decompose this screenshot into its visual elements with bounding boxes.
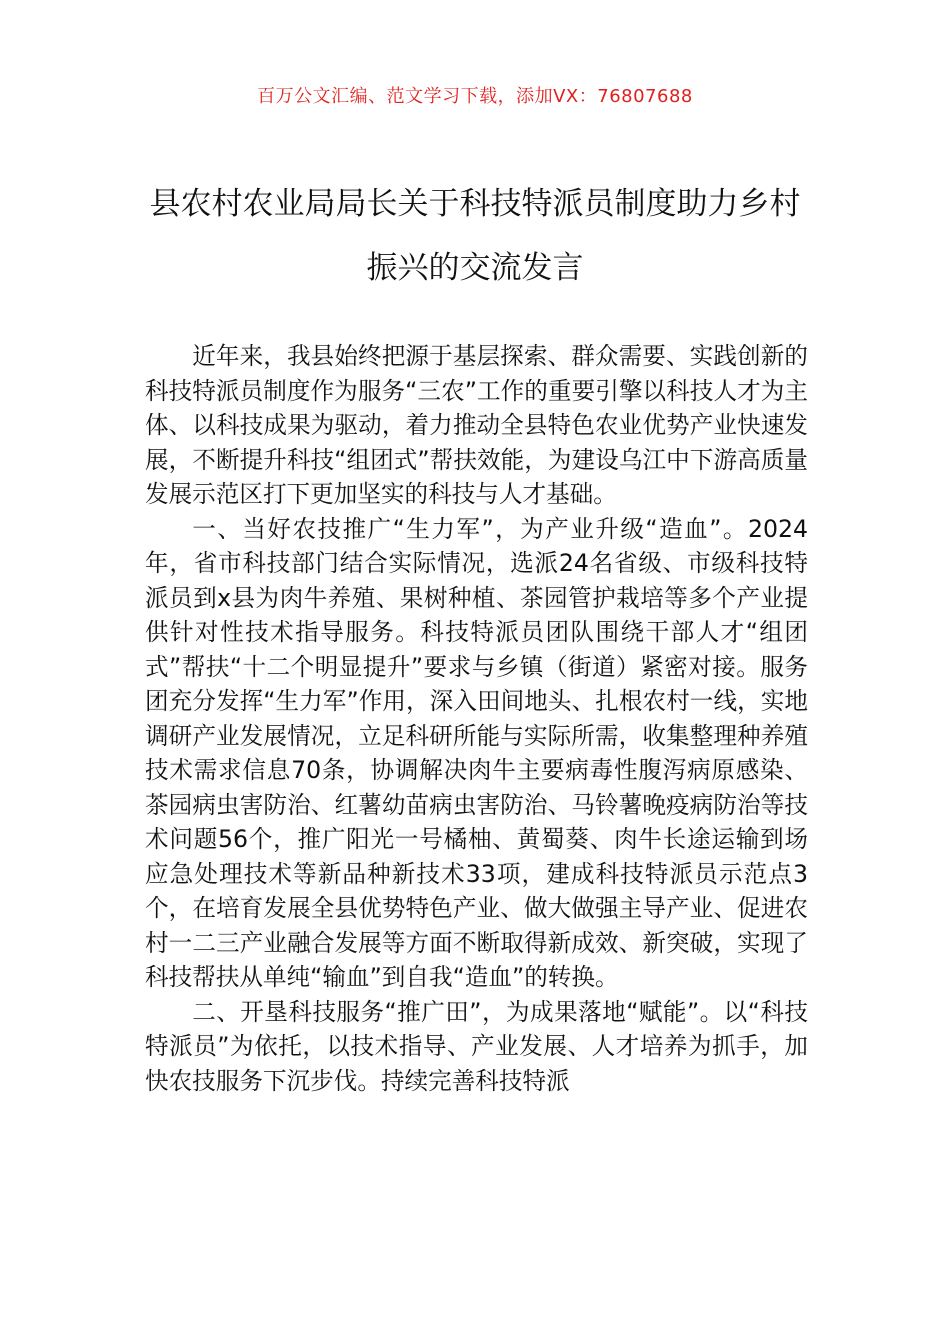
header-watermark-note: 百万公文汇编、范文学习下载，添加VX：76807688 xyxy=(257,86,693,107)
document-body xyxy=(145,339,808,1098)
document-title: 县农村农业局局长关于科技特派员制度助力乡村振兴的交流发言 xyxy=(149,186,801,286)
paragraph-section-two: 二、开垦科技服务“推广田”，为成果落地“赋能”。以“科技特派员”为依托，以技术指导、产业发展、人才培养为抓手，加快农技服务下沉步伐。持续完善科技特派 xyxy=(145,997,808,1095)
paragraph-intro: 近年来，我县始终把源于基层探索、群众需要、实践创新的科技特派员制度作为服务“三农”工作的重要引擎以科技人才为主体、以科技成果为驱动，着力推动全县特色农业优势产业快速发展，不断提升科技“组团式”帮扶效能，为建设乌江中下游高质量发展示范区打下更加坚实的科技与人才基础。 xyxy=(145,342,808,508)
paragraph-section-one: 一、当好农技推广“生力军”，为产业升级“造血”。2024年，省市科技部门结合实际情况，选派24名省级、市级科技特派员到x县为肉牛养殖、果树种植、茶园管护栽培等多个产业提供针对性技术指导服务。科技特派员团队围绕干部人才“组团式”帮扶“十二个明显提升”要求与乡镇（街道）紧密对接。服务团充分发挥“生力军”作用，深入田间地头、扎根农村一线，实地调研产业发展情况，立足科研所能与实际所需，收集整理种养殖技术需求信息70条，协调解决肉牛主要病毒性腹泻病原感染、茶园病虫害防治、红薯幼苗病虫害防治、马铃薯晚疫病防治等技术问题56个，推广阳光一号橘柚、黄蜀葵、肉牛长途运输到场应急处理技术等新品种新技术33项，建成科技特派员示范点3个，在培育发展全县优势特色产业、做大做强主导产业、促进农村一二三产业融合发展等方面不断取得新成效、新突破，实现了科技帮扶从单纯“输血”到自我“造血”的转换。 xyxy=(145,514,808,991)
